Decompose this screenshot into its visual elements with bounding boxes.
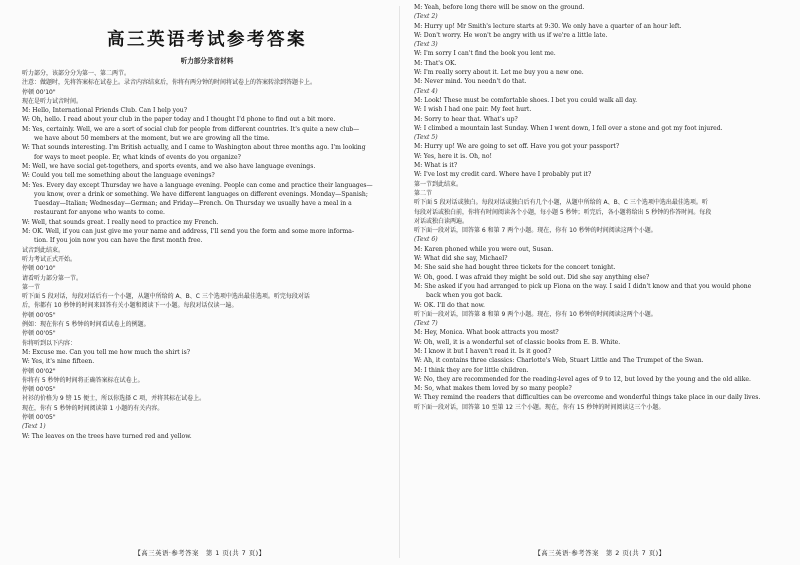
transcript-line: 停顿 00'05" (22, 311, 56, 319)
page-subtitle: 听力部分录音材料 (180, 57, 234, 65)
transcript-line: W: Yes, here it is. Oh, no! (414, 152, 492, 160)
transcript-line: 听下面 5 段对话或独白。每段对话或独白后有几个小题，从题中所给的 A、B、C 三个选项中选出最佳选项。听 (414, 199, 708, 207)
transcript-line: M: That's OK. (414, 59, 457, 67)
transcript-line: W: I'm really sorry about it. Let me buy you a new one. (414, 69, 584, 77)
transcript-line: 对话或独白读两遍。 (414, 217, 469, 225)
transcript-line: 每段对话或独白前，你将有时间阅读各个小题，每小题 5 秒钟；听完后，各小题将给出 5 秒钟的作答时间。每段 (414, 208, 712, 216)
transcript-line: 注意：做题时，先将答案标在试卷上。录音内容结束后，你将有两分钟的时间将试卷上的答案转涂到答题卡上。 (22, 79, 317, 87)
transcript-line: M: Hurry up! We are going to set off. Have you got your passport? (414, 143, 620, 151)
right-page-footer: 【高三英语·参考答案 第 2 页(共 7 页)】 (534, 549, 666, 557)
transcript-line: (Text 6) (414, 236, 438, 244)
transcript-line: 听力考试正式开始。 (22, 255, 77, 263)
transcript-line: M: I know it but I haven't read it. Is it good? (414, 347, 551, 355)
transcript-line: 你将听到以下内容： (22, 339, 77, 347)
transcript-line: 你将有 5 秒钟的时间将正确答案标在试卷上。 (22, 376, 144, 384)
left-transcript (22, 69, 392, 441)
transcript-line: 现在是听力试音时间。 (22, 97, 83, 105)
transcript-line: 停顿 00'05" (22, 330, 56, 338)
transcript-line: M: Never mind. You needn't do that. (414, 78, 527, 86)
transcript-line: restaurant for anyone who wants to come. (34, 209, 165, 217)
transcript-line: M: Yeah, before long there will be snow on the ground. (414, 4, 585, 11)
page-title: 高三英语考试参考答案 (107, 30, 307, 50)
transcript-line: (Text 1) (22, 423, 46, 431)
transcript-line: M: Karen phoned while you were out, Susan. (414, 245, 554, 253)
transcript-line: 停顿 00'10" (22, 265, 56, 273)
transcript-line: 第二节 (414, 189, 433, 197)
transcript-line: 请看听力部分第一节。 (22, 274, 83, 282)
transcript-line: M: She asked if you had arranged to pick up Fiona on the way. I said I didn't know and that you would phone (414, 282, 752, 290)
transcript-line: M: I think they are for little children. (414, 366, 529, 374)
transcript-line: W: Could you tell me something about the language evenings? (22, 172, 215, 180)
transcript-line: W: I climbed a mountain last Sunday. When I went down, I fell over a stone and got my foot injured. (414, 124, 723, 132)
transcript-line: W: What did she say, Michael? (414, 255, 508, 263)
transcript-line: W: Yes, it's nine fifteen. (22, 358, 95, 366)
transcript-line: 现在，你有 5 秒钟的时间阅读第 1 小题的有关内容。 (22, 404, 164, 412)
transcript-line: you know, over a drink or something. We have different languages on different evenings. Monday—Spanish; (34, 190, 368, 198)
transcript-line: tion. If you join now you can have the first month free. (34, 237, 203, 245)
transcript-line: 第一节到此结束。 (414, 180, 463, 188)
transcript-line: M: OK. Well, if you can just give me your name and address, I'll send you the form and some more informa- (22, 228, 354, 236)
transcript-line: 停顿 00'10" (22, 88, 56, 96)
transcript-line: W: I've lost my credit card. Where have I probably put it? (414, 171, 592, 179)
transcript-line: 停顿 00'05" (22, 386, 56, 394)
transcript-line: W: Don't worry. He won't be angry with us if we're a little late. (414, 31, 608, 39)
transcript-line: W: Oh, hello. I read about your club in the paper today and I thought I'd phone to find out a bit more. (22, 116, 336, 124)
left-page-footer: 【高三英语·参考答案 第 1 页(共 7 页)】 (134, 549, 266, 557)
transcript-line: 听下面一段对话，回答第 6 和第 7 两个小题。现在，你有 10 秒钟的时间阅读这两个小题。 (414, 227, 657, 235)
transcript-line: 试音到此结束。 (22, 246, 65, 254)
transcript-line: (Text 7) (414, 320, 438, 328)
transcript-line: 例如：现在你有 5 秒钟的时间看试卷上的例题。 (22, 321, 150, 329)
transcript-line: W: I'm sorry I can't find the book you lent me. (414, 50, 556, 58)
transcript-line: W: That sounds interesting. I'm British actually, and I came to Washington about three months ago. I'm looking (22, 144, 366, 152)
transcript-line: 衬衫的价格为 9 镑 15 便士，所以你选择 C 项，并将其标在试卷上。 (22, 395, 206, 403)
transcript-line: 听下面一段对话，回答第 10 至第 12 三个小题。现在，你有 15 秒钟的时间阅读这三个小题。 (414, 403, 665, 411)
transcript-line: W: No, they are recommended for the reading-level ages of 9 to 12, but loved by the young and the old alike. (414, 375, 751, 383)
transcript-line: M: Yes, certainly. Well, we are a sort of social club for people from different countries. It's quite a new club— (22, 125, 360, 133)
transcript-line: M: She said she had bought three tickets for the concert tonight. (414, 264, 616, 272)
transcript-line: W: Oh, good. I was afraid they might be sold out. Did she say anything else? (414, 273, 650, 281)
transcript-line: W: The leaves on the trees have turned red and yellow. (22, 432, 192, 440)
right-page (400, 0, 800, 565)
transcript-line: W: Oh, well, it is a wonderful set of classic books from E. B. White. (414, 338, 621, 346)
transcript-line: W: I wish I had one pair. My feet hurt. (414, 106, 532, 114)
transcript-line: W: They remind the readers that difficulties can be overcome and wonderful things take place in our daily lives. (414, 394, 761, 402)
transcript-line: M: Excuse me. Can you tell me how much the shirt is? (22, 348, 191, 356)
transcript-line: (Text 5) (414, 134, 438, 142)
transcript-line: M: Sorry to hear that. What's up? (414, 115, 518, 123)
transcript-line: 听下面一段对话，回答第 8 和第 9 两个小题。现在，你有 10 秒钟的时间阅读这两个小题。 (414, 310, 657, 318)
transcript-line: (Text 3) (414, 41, 438, 49)
transcript-line: 第一节 (22, 283, 41, 291)
transcript-line: (Text 4) (414, 87, 438, 95)
transcript-line: for ways to meet people. Er, what kinds of events do you organize? (34, 153, 241, 161)
transcript-line: 后，你都有 10 秒钟的时间来回答有关小题和阅读下一小题。每段对话仅读一遍。 (22, 302, 238, 310)
transcript-line: 听下面 5 段对话，每段对话后有一个小题，从题中所给的 A、B、C 三个选项中选出最佳选项。听完每段对话 (22, 293, 310, 301)
transcript-line: W: Ah, it contains three classics: Charlotte's Web, Stuart Little and The Trumpet of the Swan. (414, 357, 704, 365)
transcript-line: M: Hey, Monica. What book attracts you most? (414, 329, 559, 337)
transcript-line: W: Well, that sounds great. I really need to practice my French. (22, 218, 219, 226)
transcript-line: Tuesday—Italian; Wednesday—German; and Friday—French. On Thursday we usually have a meal in a (34, 200, 352, 208)
transcript-line: M: So, what makes them loved by so many people? (414, 385, 572, 393)
transcript-line: we have about 50 members at the moment, but we are growing all the time. (34, 135, 270, 143)
transcript-line: back when you got back. (426, 292, 503, 300)
right-transcript (414, 3, 792, 412)
transcript-line: W: OK. I'll do that now. (414, 301, 485, 309)
transcript-line: M: What is it? (414, 162, 458, 170)
transcript-line: M: Hello, International Friends Club. Can I help you? (22, 107, 187, 115)
transcript-line: 停顿 00'05" (22, 413, 56, 421)
transcript-line: M: Hurry up! Mr Smith's lecture starts at 9:30. We only have a quarter of an hour left. (414, 22, 682, 30)
transcript-line: 停顿 00'02" (22, 367, 56, 375)
transcript-line: M: Look! These must be comfortable shoes. I bet you could walk all day. (414, 96, 638, 104)
transcript-line: (Text 2) (414, 13, 438, 21)
transcript-line: M: Well, we have social get-togethers, and sports events, and we also have language evenings. (22, 162, 316, 170)
transcript-line: M: Yes. Every day except Thursday we have a language evening. People can come and practice their languages— (22, 181, 373, 189)
transcript-line: 听力部分，该部分分为第一、第二两节。 (22, 70, 131, 77)
